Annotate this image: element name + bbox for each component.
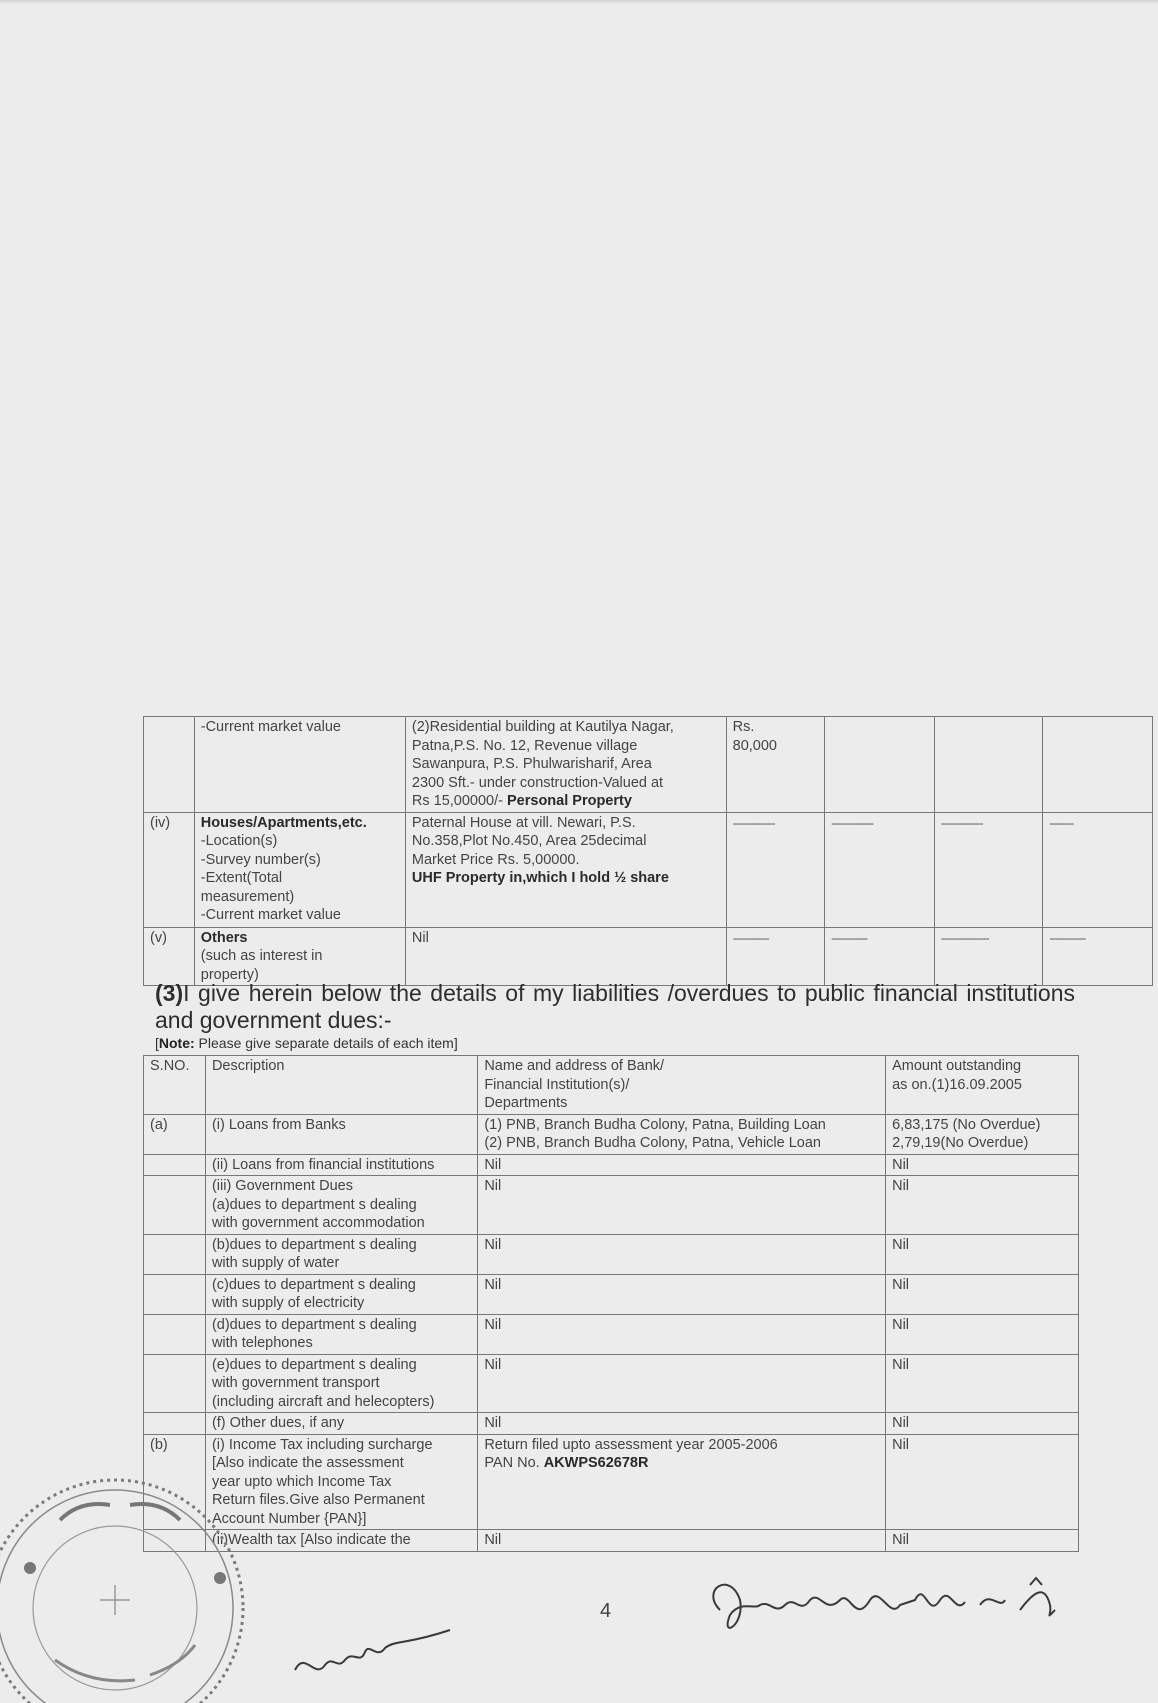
amount-cell bbox=[886, 1314, 1079, 1354]
table-row bbox=[144, 1314, 1079, 1354]
description-line: (such as interest in bbox=[200, 948, 323, 964]
description-cell bbox=[194, 717, 405, 813]
bank-line: Return filed upto assessment year 2005-2006 bbox=[484, 1436, 778, 1453]
value-line: 80,000 bbox=[732, 737, 777, 754]
table-row bbox=[144, 717, 1153, 813]
details-bold-line: UHF Property in,which I hold ½ share bbox=[411, 870, 669, 886]
sno-cell bbox=[144, 1274, 206, 1314]
header-bank bbox=[478, 1056, 886, 1115]
header-description: Description bbox=[205, 1056, 477, 1115]
sno-cell bbox=[144, 1234, 206, 1274]
description-line: (b)dues to department s dealing bbox=[211, 1236, 417, 1253]
sno-cell bbox=[144, 717, 195, 813]
scan-edge bbox=[0, 0, 1158, 4]
pan-line bbox=[484, 1454, 879, 1473]
description-line: with government accommodation bbox=[211, 1215, 425, 1231]
description-line: (ii) Loans from financial institutions bbox=[211, 1156, 435, 1173]
table-row bbox=[144, 1154, 1079, 1176]
table-row bbox=[144, 927, 1153, 986]
assets-table bbox=[143, 716, 1153, 986]
description-line: (d)dues to department s dealing bbox=[211, 1316, 417, 1333]
amount-cell bbox=[886, 1413, 1079, 1435]
signature-right bbox=[700, 1570, 1080, 1650]
value-cell bbox=[726, 717, 824, 813]
bank-line: Nil bbox=[484, 1276, 502, 1293]
sno-cell bbox=[144, 1176, 206, 1235]
description-line: year upto which Income Tax bbox=[211, 1473, 392, 1490]
amount-line: 2,79,19(No Overdue) bbox=[892, 1135, 1029, 1151]
table-row bbox=[144, 1114, 1079, 1154]
empty-cell bbox=[1043, 717, 1153, 813]
dash-cell: ---------------- bbox=[934, 927, 1043, 986]
description-cell bbox=[205, 1314, 477, 1354]
details-line: Patna,P.S. No. 12, Revenue village bbox=[411, 737, 638, 754]
bank-line: Nil bbox=[484, 1356, 502, 1373]
note-line bbox=[155, 1035, 458, 1051]
description-line: Account Number {PAN}] bbox=[211, 1510, 367, 1527]
table-row bbox=[144, 1234, 1079, 1274]
liabilities-body bbox=[144, 1114, 1079, 1551]
note-bracket: [ bbox=[155, 1035, 159, 1051]
bank-line: (2) PNB, Branch Budha Colony, Patna, Vehicle Loan bbox=[484, 1135, 821, 1151]
dash-cell: -------------- bbox=[726, 812, 824, 927]
bank-line: Nil bbox=[484, 1415, 502, 1431]
bank-cell bbox=[478, 1176, 886, 1235]
description-line: with supply of electricity bbox=[211, 1295, 365, 1311]
amount-line: Nil bbox=[892, 1415, 910, 1431]
details-line: 2300 Sft.- under construction-Valued at bbox=[411, 774, 664, 791]
amount-line: Nil bbox=[892, 1236, 910, 1253]
header-line: Name and address of Bank/ bbox=[484, 1058, 665, 1074]
bank-line: Nil bbox=[484, 1316, 502, 1333]
amount-cell bbox=[886, 1154, 1079, 1176]
amount-cell bbox=[886, 1176, 1079, 1235]
details-bold-text: Personal Property bbox=[507, 793, 632, 809]
amount-line: Nil bbox=[892, 1532, 910, 1548]
description-cell bbox=[205, 1274, 477, 1314]
description-line: measurement) bbox=[200, 888, 295, 905]
table-row bbox=[144, 1176, 1079, 1235]
details-cell: Nil bbox=[405, 927, 726, 986]
bank-line: Nil bbox=[484, 1236, 502, 1253]
description-cell bbox=[194, 927, 405, 986]
header-line: Departments bbox=[484, 1095, 568, 1111]
amount-line: Nil bbox=[892, 1156, 910, 1173]
header-amount bbox=[886, 1056, 1079, 1115]
description-line: (iii) Government Dues bbox=[211, 1178, 353, 1194]
amount-line: Nil bbox=[892, 1316, 910, 1333]
sno-cell bbox=[144, 1354, 206, 1413]
bank-line: (1) PNB, Branch Budha Colony, Patna, Building Loan bbox=[484, 1116, 826, 1133]
amount-line: Nil bbox=[892, 1276, 910, 1293]
details-line: No.358,Plot No.450, Area 25decimal bbox=[411, 833, 647, 849]
amount-cell bbox=[886, 1530, 1079, 1552]
row-title: Others bbox=[200, 929, 248, 946]
table-row bbox=[144, 812, 1153, 927]
description-line: (including aircraft and helecopters) bbox=[211, 1393, 435, 1410]
bank-cell bbox=[478, 1114, 886, 1154]
bank-line: Nil bbox=[484, 1156, 502, 1173]
description-line: (i) Income Tax including surcharge bbox=[211, 1436, 433, 1453]
bank-cell bbox=[478, 1354, 886, 1413]
description-cell bbox=[205, 1176, 477, 1235]
amount-cell bbox=[886, 1354, 1079, 1413]
amount-line: Nil bbox=[892, 1356, 910, 1373]
description-line: -Location(s) bbox=[200, 833, 278, 849]
description-line: -Extent(Total bbox=[200, 870, 283, 886]
dash-cell: -------------- bbox=[825, 812, 935, 927]
details-text: Rs 15,00000/- bbox=[411, 793, 507, 809]
table-row bbox=[144, 1413, 1079, 1435]
amount-cell bbox=[886, 1434, 1079, 1530]
details-line: Market Price Rs. 5,00000. bbox=[411, 851, 580, 868]
description-line: [Also indicate the assessment bbox=[211, 1455, 404, 1471]
amount-line: Nil bbox=[892, 1436, 910, 1453]
description-cell bbox=[205, 1354, 477, 1413]
dash-cell: -------------- bbox=[934, 812, 1043, 927]
liabilities-heading bbox=[155, 980, 1075, 1034]
description-line: -Current market value bbox=[200, 907, 341, 923]
note-label: Note: bbox=[158, 1035, 195, 1051]
pan-number: AKWPS62678R bbox=[543, 1455, 649, 1471]
empty-cell bbox=[934, 717, 1043, 813]
description-line: (c)dues to department s dealing bbox=[211, 1276, 416, 1293]
liabilities-table bbox=[143, 1055, 1079, 1552]
page-number: 4 bbox=[600, 1600, 612, 1622]
dash-cell: -------- bbox=[1043, 812, 1153, 927]
bank-line: Nil bbox=[484, 1532, 502, 1548]
description-cell bbox=[205, 1234, 477, 1274]
sno-cell bbox=[144, 1413, 206, 1435]
official-stamp bbox=[0, 1460, 260, 1703]
details-line: (2)Residential building at Kautilya Nagar, bbox=[411, 719, 674, 735]
description-cell bbox=[205, 1413, 477, 1435]
description-line: property) bbox=[200, 966, 259, 983]
amount-cell bbox=[886, 1274, 1079, 1314]
sno-cell: (iv) bbox=[144, 812, 195, 927]
description-line: (e)dues to department s dealing bbox=[211, 1356, 417, 1373]
table-header-row bbox=[144, 1056, 1079, 1115]
bank-cell bbox=[478, 1234, 886, 1274]
section-title: I give herein below the details of my liabilities /overdues to public financial institutions and government dues:- bbox=[155, 980, 1075, 1033]
description-line: with government transport bbox=[211, 1375, 380, 1391]
details-cell bbox=[405, 812, 726, 927]
header-line: Financial Institution(s)/ bbox=[484, 1076, 630, 1093]
value-line: Rs. bbox=[732, 719, 755, 735]
pan-label: PAN No. bbox=[484, 1455, 544, 1471]
table-row bbox=[144, 1354, 1079, 1413]
sno-cell: (b) bbox=[144, 1434, 206, 1530]
details-line bbox=[412, 792, 720, 811]
sno-cell bbox=[144, 1314, 206, 1354]
description-line: Return files.Give also Permanent bbox=[211, 1492, 425, 1508]
bank-cell bbox=[478, 1530, 886, 1552]
bank-cell bbox=[478, 1154, 886, 1176]
description-line: (i) Loans from Banks bbox=[211, 1116, 346, 1133]
description-line: -Survey number(s) bbox=[200, 851, 321, 868]
note-text: Please give separate details of each item] bbox=[194, 1035, 458, 1051]
signature-left bbox=[285, 1610, 455, 1690]
amount-cell bbox=[886, 1234, 1079, 1274]
description-cell bbox=[205, 1154, 477, 1176]
details-line: Sawanpura, P.S. Phulwarisharif, Area bbox=[411, 756, 652, 772]
sno-cell: (v) bbox=[144, 927, 195, 986]
description-line: with telephones bbox=[211, 1335, 313, 1351]
row-title: Houses/Apartments,etc. bbox=[200, 814, 367, 831]
amount-line: 6,83,175 (No Overdue) bbox=[892, 1116, 1041, 1133]
bank-cell bbox=[478, 1434, 886, 1530]
description-text: -Current market value bbox=[200, 719, 341, 735]
description-line: (f) Other dues, if any bbox=[211, 1415, 345, 1431]
details-line: Paternal House at vill. Newari, P.S. bbox=[411, 814, 636, 831]
bank-line: Nil bbox=[484, 1178, 502, 1194]
sno-cell bbox=[144, 1154, 206, 1176]
empty-cell bbox=[825, 717, 935, 813]
table-row bbox=[144, 1434, 1079, 1530]
section-number: (3) bbox=[155, 980, 184, 1006]
sno-cell: (a) bbox=[144, 1114, 206, 1154]
header-line: Amount outstanding bbox=[892, 1058, 1022, 1074]
details-cell bbox=[405, 717, 726, 813]
description-cell bbox=[194, 812, 405, 927]
amount-line: Nil bbox=[892, 1178, 910, 1194]
dash-cell: ------------ bbox=[726, 927, 824, 986]
header-sno: S.NO. bbox=[144, 1056, 206, 1115]
description-line: (a)dues to department s dealing bbox=[211, 1196, 417, 1213]
description-line: (ii)Wealth tax [Also indicate the bbox=[211, 1532, 411, 1548]
amount-cell bbox=[886, 1114, 1079, 1154]
header-line: as on.(1)16.09.2005 bbox=[892, 1076, 1022, 1093]
dash-cell: ------------ bbox=[825, 927, 935, 986]
bank-cell bbox=[478, 1413, 886, 1435]
description-line: with supply of water bbox=[211, 1255, 340, 1271]
table-row bbox=[144, 1530, 1079, 1552]
dash-cell: ------------ bbox=[1043, 927, 1153, 986]
description-cell bbox=[205, 1114, 477, 1154]
bank-cell bbox=[478, 1314, 886, 1354]
bank-cell bbox=[478, 1274, 886, 1314]
table-row bbox=[144, 1274, 1079, 1314]
